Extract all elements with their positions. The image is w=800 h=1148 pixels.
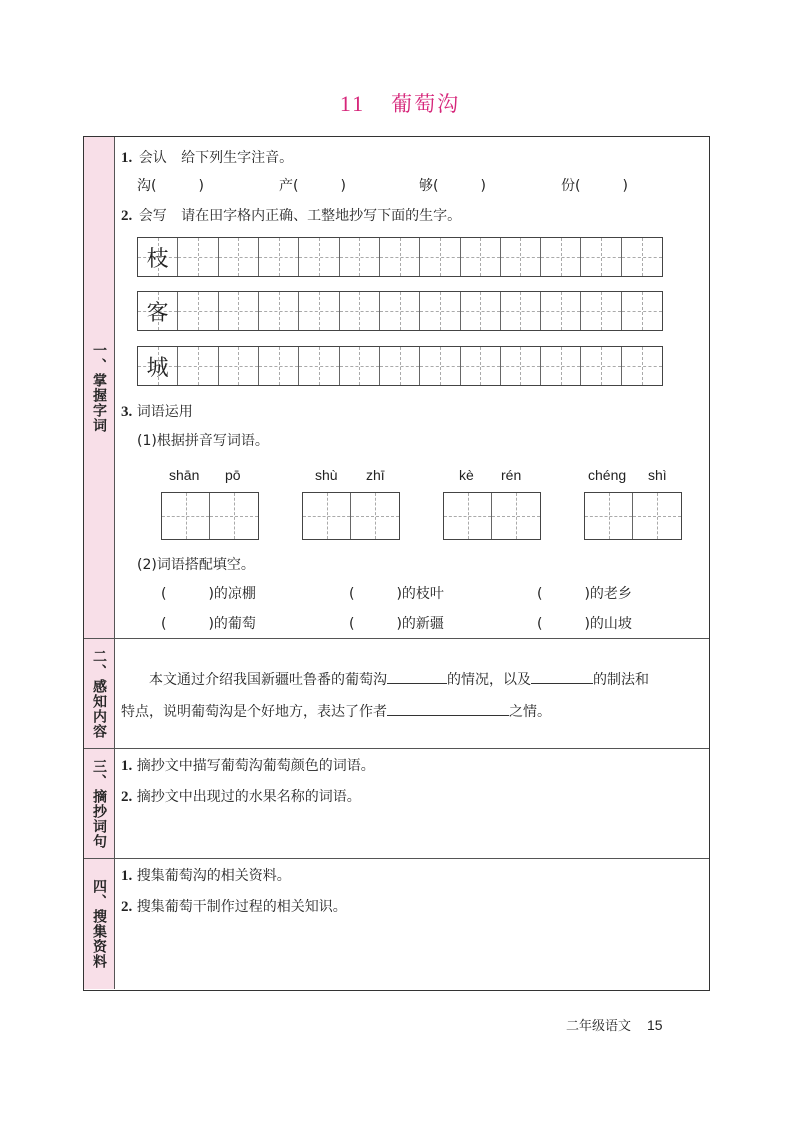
sub-question-2: (2)词语搭配填空。 (137, 557, 255, 573)
page-footer (566, 1015, 663, 1034)
task-2: 2. 搜集葡萄干制作过程的相关知识。 (121, 899, 347, 915)
match-blank[interactable]: ( )的枝叶 (349, 586, 444, 602)
lesson-title: 葡萄沟 (391, 92, 461, 116)
section-label: 二、感知内容 (84, 639, 115, 748)
task-1: 1. 摘抄文中描写葡萄沟葡萄颜色的词语。 (121, 758, 375, 774)
model-character: 枝 (146, 246, 169, 272)
answer-blank[interactable] (387, 701, 509, 716)
worksheet (83, 136, 710, 991)
section-understand-content (84, 639, 709, 749)
section-label: 三、摘抄词句 (84, 749, 115, 858)
model-character: 客 (146, 300, 169, 326)
section-content (115, 749, 709, 858)
summary-line-1: 本文通过介绍我国新疆吐鲁番的葡萄沟 的情况，以及 的制法和 (149, 669, 649, 689)
tianzige-row[interactable] (137, 237, 663, 277)
section-collect-materials (84, 859, 709, 989)
tianzige-row[interactable] (137, 346, 663, 386)
page-number: 15 (647, 1017, 663, 1033)
task-1: 1. 搜集葡萄沟的相关资料。 (121, 868, 291, 884)
pinyin-answer[interactable]: 沟( ) (137, 178, 204, 194)
question-1: 1. 会认 给下列生字注音。 (121, 150, 294, 166)
match-blank[interactable]: ( )的新疆 (349, 616, 444, 632)
book-title: 二年级语文 (566, 1019, 632, 1034)
match-blank[interactable]: ( )的葡萄 (161, 616, 256, 632)
sub-question-1: (1)根据拼音写词语。 (137, 433, 269, 449)
answer-blank[interactable] (531, 669, 593, 684)
page-title (0, 88, 800, 118)
pinyin-answer[interactable]: 份( ) (561, 178, 628, 194)
answer-blank[interactable] (387, 669, 447, 684)
match-blank[interactable]: ( )的凉棚 (161, 586, 256, 602)
section-content: 1. 会认 给下列生字注音。 沟( ) 产( ) 够( ) 份( ) 2. 会写 请在田字格内正确、工整地抄写下面的生字。 枝 客 城 3. 词语运用 (1)根据拼音写词语。 shān pō shù zhī kè rén chéng shì (2)词语搭配填空。 ( )的凉棚 ( )的枝叶 ( )的老乡 ( )的葡萄 ( )的新疆 ( )的山坡 (115, 137, 709, 638)
section-label: 四、搜集资料 (84, 859, 115, 989)
summary-line-2: 特点，说明葡萄沟是个好地方，表达了作者 之情。 (121, 701, 551, 721)
section-label: 一、掌握字词 (84, 137, 115, 638)
task-2: 2. 摘抄文中出现过的水果名称的词语。 (121, 789, 361, 805)
pinyin-answer[interactable]: 产( ) (279, 178, 346, 194)
section-master-words (84, 137, 709, 639)
pinyin-answer[interactable]: 够( ) (419, 178, 486, 194)
question-2: 2. 会写 请在田字格内正确、工整地抄写下面的生字。 (121, 208, 462, 224)
section-copy-sentences (84, 749, 709, 859)
lesson-number: 11 (339, 91, 366, 116)
question-3: 3. 词语运用 (121, 404, 193, 420)
section-content (115, 639, 709, 748)
match-blank[interactable]: ( )的山坡 (537, 616, 632, 632)
section-content (115, 859, 709, 989)
model-character: 城 (146, 355, 169, 381)
tianzige-row[interactable] (137, 291, 663, 331)
match-blank[interactable]: ( )的老乡 (537, 586, 632, 602)
